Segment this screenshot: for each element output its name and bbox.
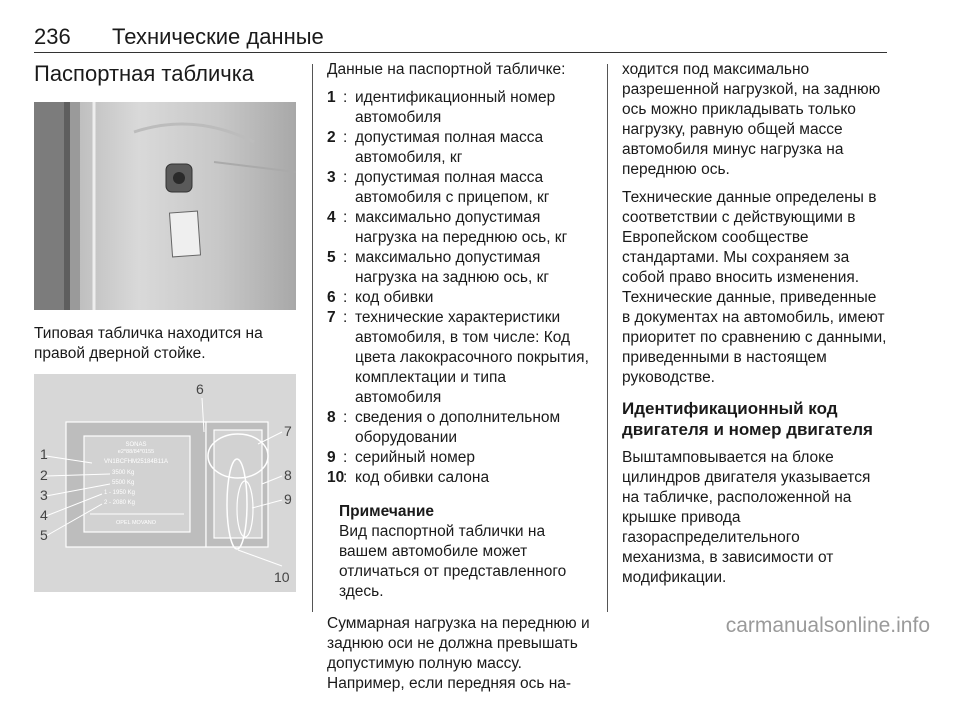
item-colon: : bbox=[343, 249, 348, 266]
list-item bbox=[327, 208, 592, 248]
item-number: 8 bbox=[327, 409, 336, 426]
plate-text: 2 - 2080 Kg bbox=[104, 500, 136, 506]
item-text: максимально допустимая нагрузка на заднюю ось, кг bbox=[355, 249, 550, 286]
section-heading: Паспортная табличка bbox=[34, 61, 255, 86]
plate-diagram-image bbox=[34, 374, 296, 592]
item-colon: : bbox=[343, 449, 348, 466]
diagram-label: 7 bbox=[284, 423, 292, 439]
item-text: допустимая полная масса автомобиля, кг bbox=[355, 129, 544, 166]
item-number: 9 bbox=[327, 449, 336, 466]
plate-text: OPEL MOVANO bbox=[115, 520, 157, 526]
plate-text: 5500 Kg bbox=[112, 480, 135, 486]
diagram-label: 8 bbox=[284, 467, 292, 483]
column-middle bbox=[327, 60, 592, 702]
list-item bbox=[327, 308, 592, 408]
note-heading: Примечание bbox=[339, 503, 434, 520]
item-text: максимально допустимая нагрузка на переднюю ось, кг bbox=[355, 209, 568, 246]
item-colon: : bbox=[343, 409, 348, 426]
item-colon: : bbox=[343, 209, 348, 226]
column-divider bbox=[312, 64, 313, 612]
item-text: код обивки салона bbox=[355, 469, 490, 486]
column-right bbox=[622, 60, 887, 596]
list-item bbox=[327, 448, 592, 468]
paragraph: Суммарная нагрузка на переднюю и заднюю оси не должна превышать допустимую полную массу. Например, если передняя ось на- bbox=[327, 615, 590, 692]
diagram-label: 6 bbox=[196, 381, 204, 397]
list-item bbox=[327, 468, 592, 488]
list-item bbox=[327, 128, 592, 168]
paragraph: ходится под максимально разрешенной нагрузкой, на заднюю ось можно прикладывать только нагрузку, равную общей массе автомобиля минус нагрузка на переднюю ось. bbox=[622, 61, 881, 178]
list-item bbox=[327, 248, 592, 288]
diagram-label: 10 bbox=[274, 569, 290, 585]
item-number: 10 bbox=[327, 469, 345, 486]
item-text: допустимая полная масса автомобиля с прицепом, кг bbox=[355, 169, 550, 206]
door-pillar-photo bbox=[34, 102, 296, 310]
item-colon: : bbox=[343, 169, 348, 186]
plate-data-list bbox=[327, 88, 592, 488]
item-text: технические характеристики автомобиля, в том числе: Код цвета лакокрасочного покрытия, комплектации и типа автомобиля bbox=[355, 309, 589, 406]
item-number: 1 bbox=[327, 89, 336, 106]
plate-text: VN1BCFHM25184B11A bbox=[104, 459, 168, 465]
diagram-label: 2 bbox=[40, 467, 48, 483]
paragraph: Технические данные определены в соответствии с действующими в Европейском сообществе стандартами. Мы сохраняем за собой право вносить изменения. Технические данные, приведенные в документах на автомобиль, имеют приоритет по сравнению с данными, приведенными в настоящем руководстве. bbox=[622, 189, 887, 386]
list-item bbox=[327, 408, 592, 448]
plate-text: e2*88/84*0155 bbox=[117, 449, 155, 455]
section-title: Технические данные bbox=[112, 24, 324, 49]
item-colon: : bbox=[343, 469, 348, 486]
item-number: 2 bbox=[327, 129, 336, 146]
watermark: carmanualsonline.info bbox=[725, 614, 930, 637]
paragraph: Выштамповывается на блоке цилиндров двигателя указывается на табличке, расположенной на крышке привода газораспределительного механизма, в зависимости от модификации. bbox=[622, 449, 871, 586]
item-number: 4 bbox=[327, 209, 336, 226]
item-colon: : bbox=[343, 289, 348, 306]
item-colon: : bbox=[343, 89, 348, 106]
item-number: 6 bbox=[327, 289, 336, 306]
diagram-label: 3 bbox=[40, 487, 48, 503]
diagram-label: 1 bbox=[40, 446, 48, 462]
list-item bbox=[327, 168, 592, 208]
item-number: 3 bbox=[327, 169, 336, 186]
column-divider bbox=[607, 64, 608, 612]
page-number: 236 bbox=[34, 24, 71, 49]
diagram-label: 9 bbox=[284, 491, 292, 507]
intro-text: Данные на паспортной табличке: bbox=[327, 61, 566, 78]
item-text: серийный номер bbox=[355, 449, 476, 466]
item-text: код обивки bbox=[355, 289, 434, 306]
plate-text: 3500 Kg bbox=[112, 470, 135, 476]
diagram-label: 4 bbox=[40, 507, 48, 523]
list-item bbox=[327, 88, 592, 128]
diagram-label: 5 bbox=[40, 527, 48, 543]
item-number: 5 bbox=[327, 249, 336, 266]
door-pillar-image bbox=[34, 102, 296, 310]
column-left bbox=[34, 60, 296, 592]
item-text: идентификационный номер автомобиля bbox=[355, 89, 556, 126]
photo-caption: Типовая табличка находится на правой дверной стойке. bbox=[34, 325, 263, 362]
plate-text: SONAS bbox=[125, 442, 147, 448]
item-colon: : bbox=[343, 129, 348, 146]
note-text: Вид паспортной таблички на вашем автомобиле может отличаться от представленного здесь. bbox=[339, 523, 567, 600]
item-text: сведения о дополнительном оборудовании bbox=[355, 409, 561, 446]
plate-diagram bbox=[34, 374, 296, 592]
subsection-heading: Идентификационный код двигателя и номер двигателя bbox=[622, 399, 873, 439]
page-header bbox=[34, 18, 887, 53]
plate-text: 1 - 1950 Kg bbox=[104, 490, 136, 496]
item-colon: : bbox=[343, 309, 348, 326]
item-number: 7 bbox=[327, 309, 336, 326]
list-item bbox=[327, 288, 592, 308]
